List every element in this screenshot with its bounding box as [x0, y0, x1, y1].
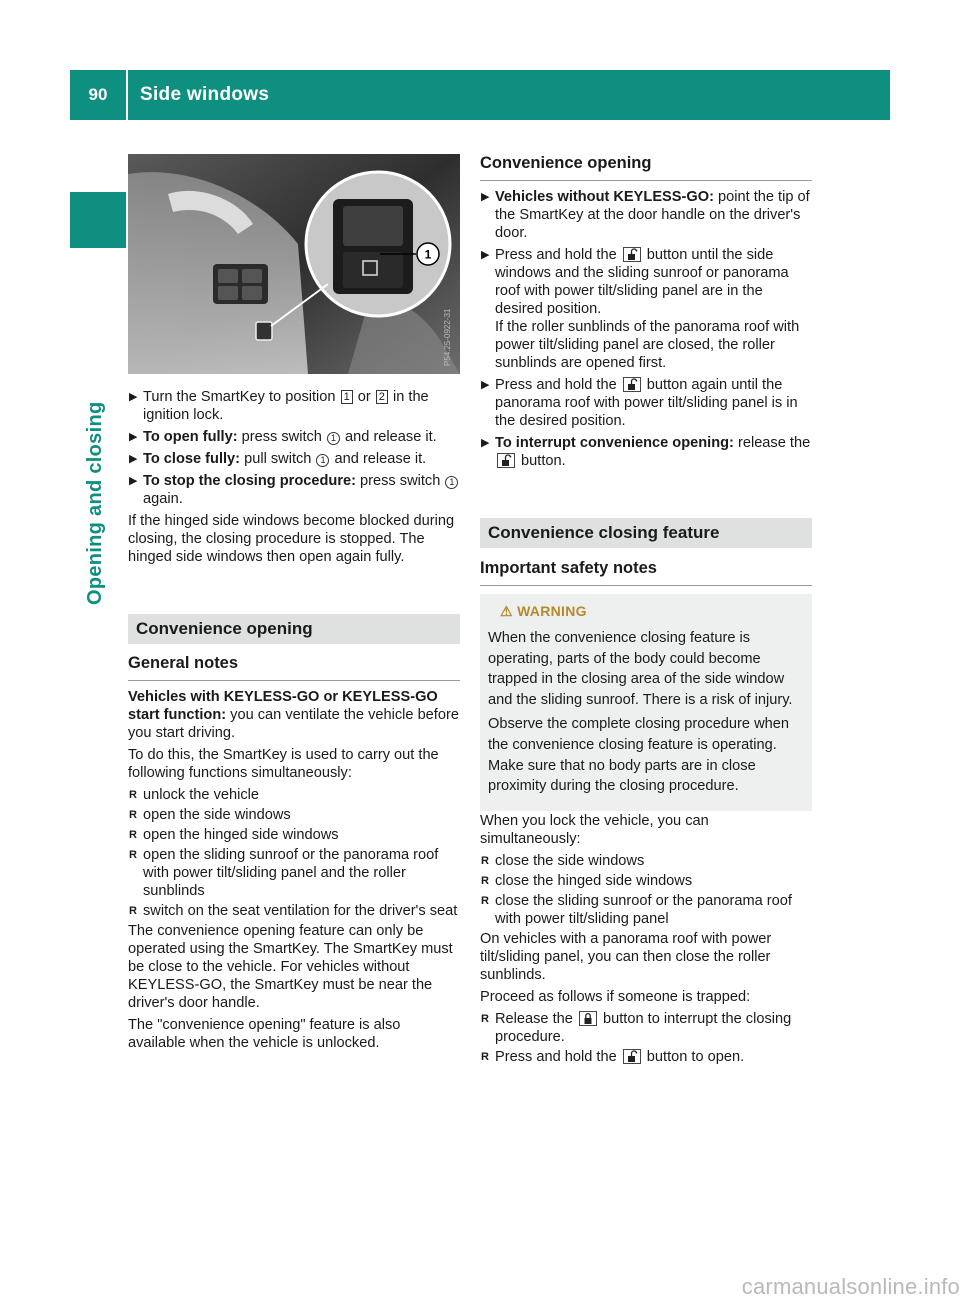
section-bar-convenience-opening: Convenience opening: [128, 614, 460, 644]
bullet-icon: R: [129, 849, 137, 861]
blocked-paragraph: If the hinged side windows become blocked during closing, the closing procedure is stopped. The hinged side windows then open again fully.: [128, 513, 455, 565]
general-notes-body: [128, 688, 460, 1056]
page-title: Side windows: [140, 84, 270, 105]
step-press-hold-again: ▶ Press and hold the button again until the panorama roof with power tilt/sliding panel is in the desired position.: [481, 377, 798, 429]
list-item: R close the hinged side windows: [481, 873, 693, 889]
closing-body: [480, 812, 812, 1068]
step-turn-smartkey: ▶ Turn the SmartKey to position 1 or 2 in the ignition lock.: [129, 389, 429, 423]
trapped-paragraph: Proceed as follows if someone is trapped:: [480, 989, 751, 1005]
bullet-icon: R: [481, 1013, 489, 1025]
unlock-icon: [623, 1049, 641, 1064]
heading-important-safety-notes: Important safety notes: [480, 559, 812, 586]
warning-box: [480, 594, 812, 811]
list-item: R Release the button to interrupt the closing procedure.: [481, 1011, 792, 1045]
bullet-icon: R: [481, 1051, 489, 1063]
bullet-icon: R: [129, 905, 137, 917]
switch-number-icon: 1: [316, 454, 329, 467]
bullet-icon: R: [481, 855, 489, 867]
chapter-side-label-text: Opening and closing: [84, 401, 106, 605]
arrow-icon: ▶: [129, 453, 138, 465]
roller-sunblinds-note: If the roller sunblinds of the panorama roof with power tilt/sliding panel are closed, the roller sunblinds are opened first.: [495, 319, 800, 371]
smartkey-paragraph: The convenience opening feature can only be operated using the SmartKey. The SmartKey must be close to the vehicle. For vehicles without KEYLESS-GO, the SmartKey must be near the driver's door handle.: [128, 923, 453, 1011]
list-item: R open the sliding sunroof or the panorama roof with power tilt/sliding panel and the roller sunblinds: [129, 847, 439, 899]
arrow-icon: ▶: [481, 191, 490, 203]
arrow-icon: ▶: [129, 475, 138, 487]
list-item: R close the side windows: [481, 853, 645, 869]
lock-icon: [579, 1011, 597, 1026]
watermark: carmanualsonline.info: [741, 1274, 960, 1299]
header-divider: [126, 70, 128, 120]
chapter-tab-marker: [70, 192, 126, 248]
section-bar-convenience-closing: Convenience closing feature: [480, 518, 812, 548]
right-steps: [480, 188, 812, 474]
functions-intro: To do this, the SmartKey is used to carry out the following functions simultaneously:: [128, 747, 439, 781]
list-item: R switch on the seat ventilation for the driver's seat: [129, 903, 458, 919]
warning-text-1: When the convenience closing feature is operating, parts of the body could become trapped in the closing area of the side window and the sliding sunroof. There is a risk of injury.: [488, 630, 793, 708]
figure-code: P54.25-0922-31: [443, 308, 452, 366]
bullet-icon: R: [481, 875, 489, 887]
switch-number-icon: 1: [327, 432, 340, 445]
bullet-icon: R: [129, 809, 137, 821]
list-item: R open the side windows: [129, 807, 291, 823]
lock-paragraph: When you lock the vehicle, you can simultaneously:: [480, 813, 709, 847]
keyless-paragraph: Vehicles with KEYLESS-GO or KEYLESS-GO start function: you can ventilate the vehicle before you start driving.: [128, 689, 459, 741]
bullet-icon: R: [129, 829, 137, 841]
left-steps: [128, 388, 460, 570]
list-item: R Press and hold the button to open.: [481, 1049, 745, 1065]
position-1-key: 1: [341, 390, 353, 404]
heading-general-notes: General notes: [128, 654, 460, 681]
callout-number: 1: [424, 247, 432, 262]
warning-title: ⚠ WARNING: [500, 603, 587, 619]
bullet-icon: R: [129, 789, 137, 801]
unlock-icon: [623, 247, 641, 262]
bullet-icon: R: [481, 895, 489, 907]
arrow-icon: ▶: [481, 249, 490, 261]
step-close-fully: ▶ To close fully: pull switch 1 and release it.: [129, 451, 427, 467]
arrow-icon: ▶: [481, 437, 490, 449]
position-2-key: 2: [376, 390, 388, 404]
list-item: R open the hinged side windows: [129, 827, 339, 843]
arrow-icon: ▶: [481, 379, 490, 391]
list-item: R close the sliding sunroof or the panorama roof with power tilt/sliding panel: [481, 893, 792, 927]
step-interrupt-opening: ▶ To interrupt convenience opening: release the button.: [481, 435, 811, 469]
unlock-icon: [497, 453, 515, 468]
door-switch-photo: [128, 154, 460, 374]
warning-text-2: Observe the complete closing procedure when the convenience closing feature is operating. Make sure that no body parts are in close proximity during the closing procedure.: [488, 716, 789, 795]
arrow-icon: ▶: [129, 431, 138, 443]
warning-triangle-icon: ⚠: [500, 603, 513, 619]
panorama-paragraph: On vehicles with a panorama roof with power tilt/sliding panel, you can then close the roller sunblinds.: [480, 931, 772, 983]
list-item: R unlock the vehicle: [129, 787, 260, 803]
step-stop-closing: ▶ To stop the closing procedure: press switch 1 again.: [128, 472, 460, 508]
page-header: [70, 70, 890, 120]
switch-number-icon: 1: [445, 476, 458, 489]
step-open-fully: ▶ To open fully: press switch 1 and release it.: [129, 429, 437, 445]
also-available-paragraph: The "convenience opening" feature is also available when the vehicle is unlocked.: [128, 1017, 401, 1051]
heading-convenience-opening: Convenience opening: [480, 154, 812, 181]
door-panel-illustration: [128, 154, 460, 374]
arrow-icon: ▶: [129, 391, 138, 403]
step-point-smartkey: ▶ Vehicles without KEYLESS-GO: point the tip of the SmartKey at the door handle on the driver's door.: [481, 189, 810, 241]
page-number: 90: [88, 85, 108, 104]
unlock-icon: [623, 377, 641, 392]
step-press-hold-unlock: ▶ Press and hold the button until the side windows and the sliding sunroof or panorama roof with power tilt/sliding panel are in the desired position. If the roller sunblinds of the panorama roof with power tilt/sliding panel are closed, the roller sunblinds are opened first.: [480, 246, 812, 372]
